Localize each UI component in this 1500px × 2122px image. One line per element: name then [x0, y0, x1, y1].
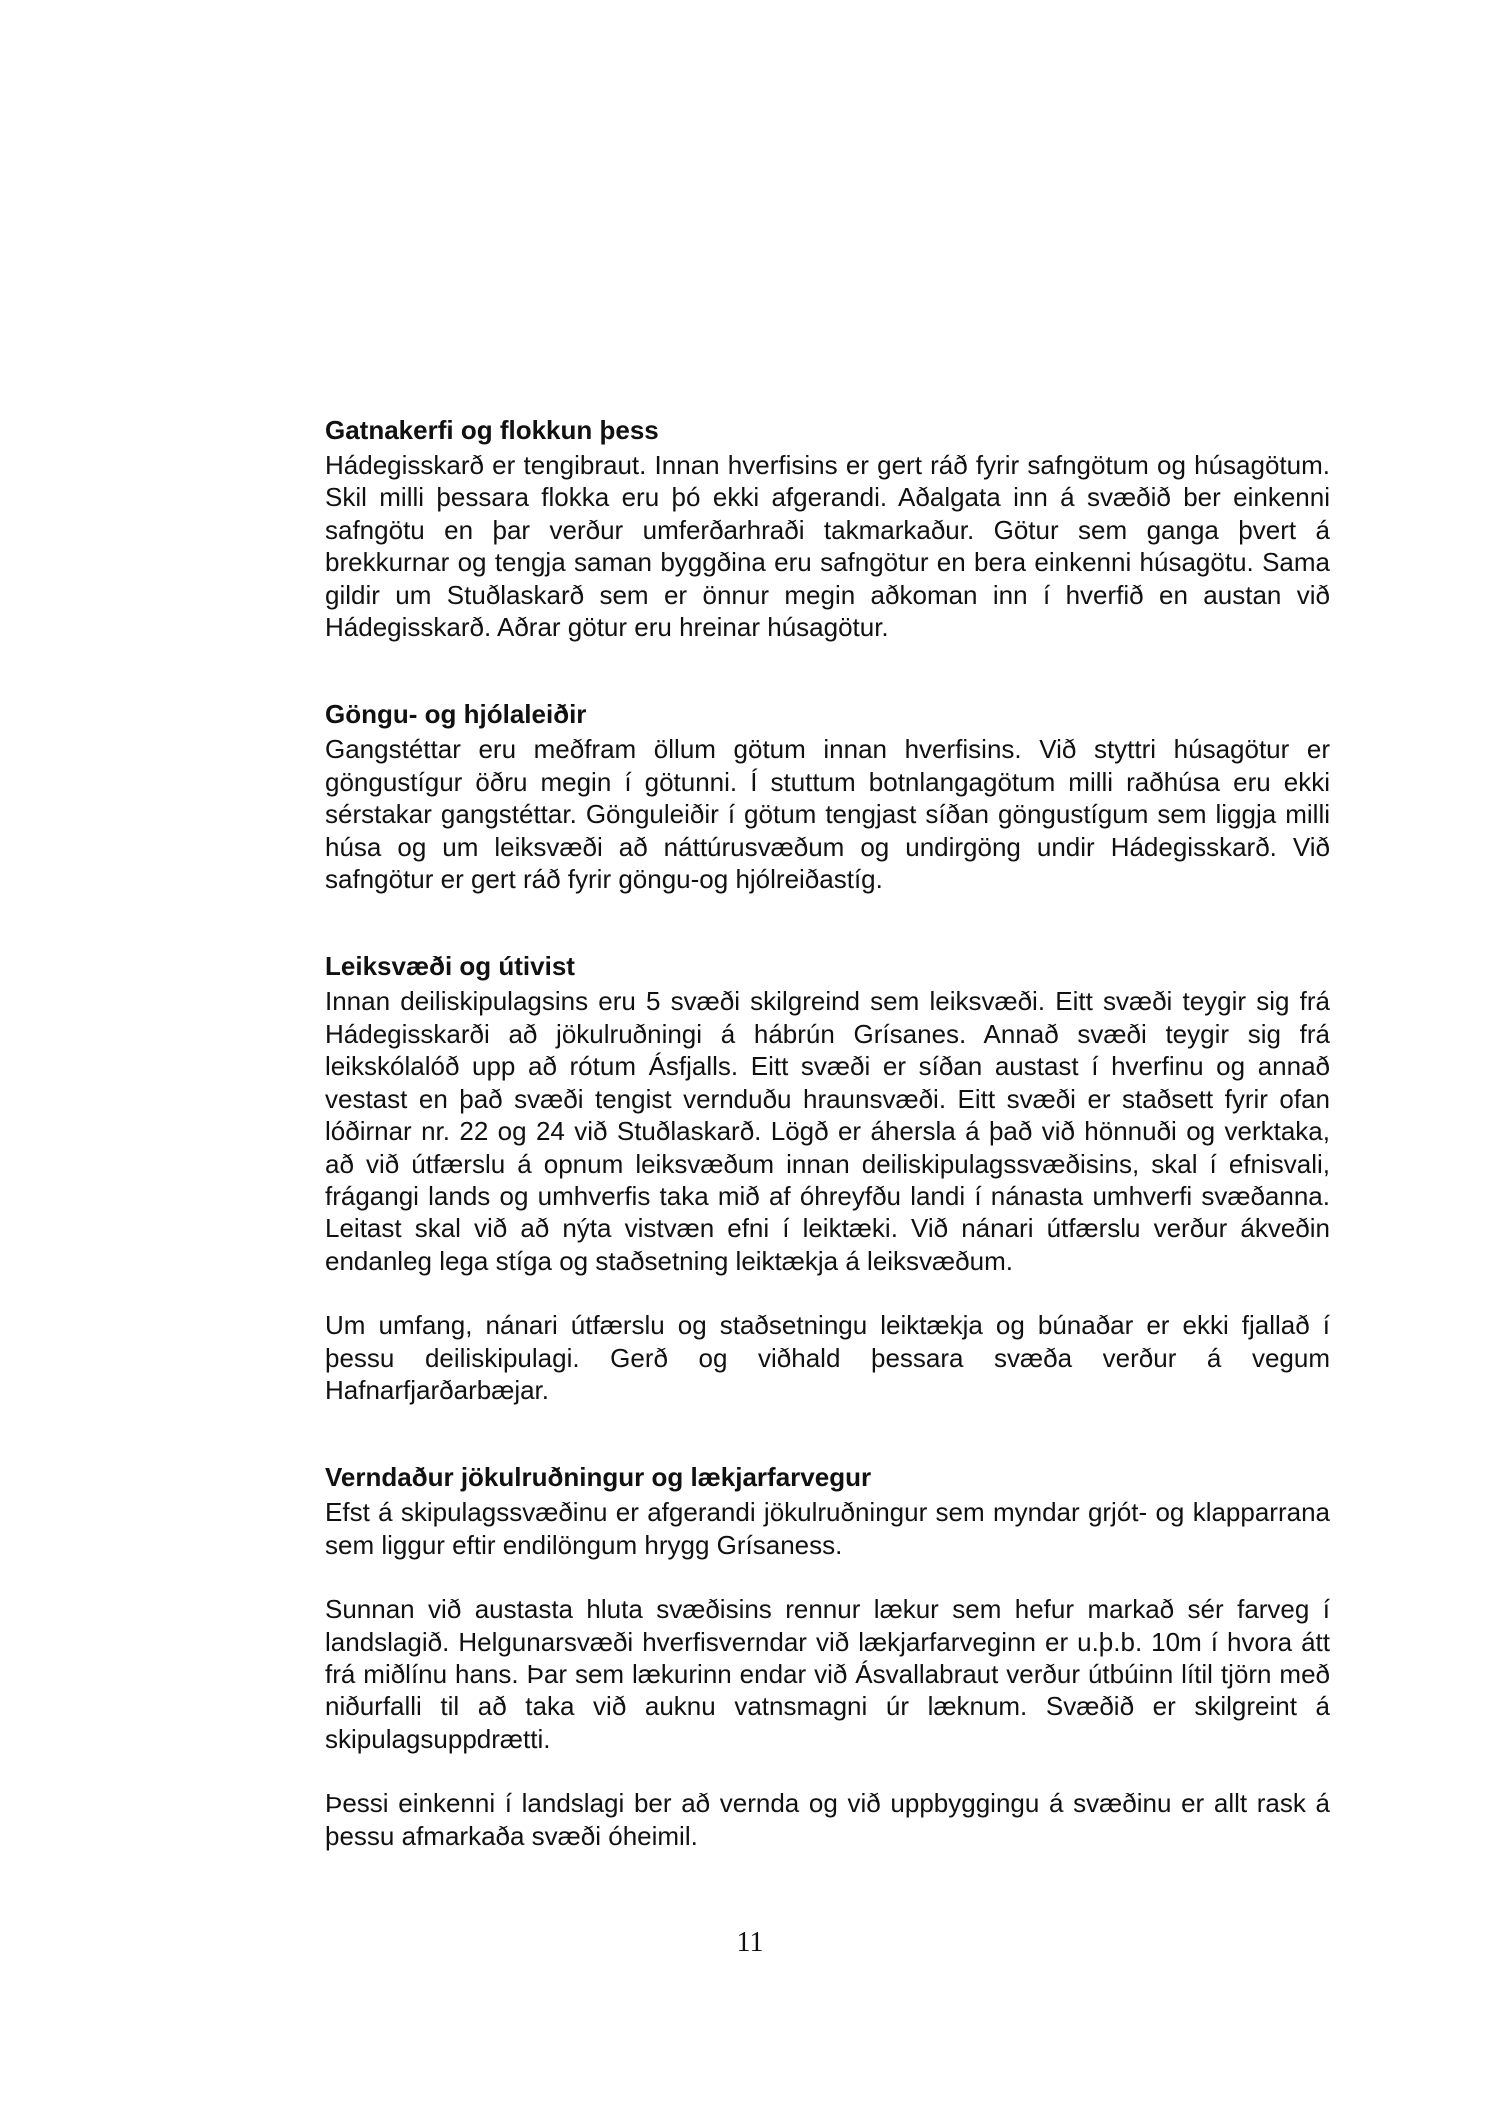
section-leiksvaedi — [325, 949, 1330, 1406]
section-heading: Verndaður jökulruðningur og lækjarfarvegur — [325, 1462, 872, 1493]
paragraph: Hádegisskarð er tengibraut. Innan hverfisins er gert ráð fyrir safngötum og húsagötum. Skil milli þessara flokka eru þó ekki afgerandi. Aðalgata inn á svæðið ber einkenni safngötu en þar verður umferðarhraði takmarkaður. Götur sem ganga þvert á brekkurnar og tengja saman byggðina eru safngötur en bera einkenni húsagötu. Sama gildir um Stuðlaskarð sem er önnur megin aðkoman inn í hverfið en austan við Hádegisskarð. Aðrar götur eru hreinar húsagötur. — [325, 450, 1330, 643]
document-body — [325, 413, 1330, 1906]
section-heading: Göngu- og hjólaleiðir — [325, 699, 587, 730]
paragraph: Gangstéttar eru meðfram öllum götum innan hverfisins. Við styttri húsagötur er göngustígur öðru megin í götunni. Í stuttum botnlangagötum milli raðhúsa eru ekki sérstakar gangstéttar. Gönguleiðir í götum tengjast síðan göngustígum sem liggja milli húsa og um leiksvæði að náttúrusvæðum og undirgöng undir Hádegisskarð. Við safngötur er gert ráð fyrir göngu-og hjólreiðastíg. — [325, 734, 1330, 895]
paragraph: Um umfang, nánari útfærslu og staðsetningu leiktækja og búnaðar er ekki fjallað í þessu deiliskipulagi. Gerð og viðhald þessara svæða verður á vegum Hafnarfjarðarbæjar. — [325, 1310, 1330, 1405]
section-heading: Leiksvæði og útivist — [325, 951, 575, 982]
section-gongu-hjolaleidir — [325, 697, 1330, 895]
paragraph: Þessi einkenni í landslagi ber að vernda og við uppbyggingu á svæðinu er allt rask á þessu afmarkaða svæði óheimil. — [325, 1788, 1330, 1851]
paragraph: Innan deiliskipulagsins eru 5 svæði skilgreind sem leiksvæði. Eitt svæði teygir sig frá Hádegisskarði að jökulruðningi á hábrún Grísanes. Annað svæði teygir sig frá leikskólalóð upp að rótum Ásfjalls. Eitt svæði er síðan austast í hverfinu og annað vestast en það svæði tengist vernduðu hraunsvæði. Eitt svæði er staðsett fyrir ofan lóðirnar nr. 22 og 24 við Stuðlaskarð. Lögð er áhersla á það við hönnuði og verktaka, að við útfærslu á opnum leiksvæðum innan deiliskipulagssvæðisins, skal í efnisvali, frágangi lands og umhverfis taka mið af óhreyfðu landi í nánasta umhverfi svæðanna. Leitast skal við að nýta vistvæn efni í leiktæki. Við nánari útfærslu verður ákveðin endanleg lega stíga og staðsetning leiktækja á leiksvæðum. — [325, 986, 1330, 1276]
section-verndadur-jokulrudningur — [325, 1460, 1330, 1852]
paragraph: Efst á skipulagssvæðinu er afgerandi jökulruðningur sem myndar grjót- og klapparrana sem liggur eftir endilöngum hrygg Grísaness. — [325, 1497, 1330, 1560]
section-gatnakerfi — [325, 413, 1330, 643]
paragraph: Sunnan við austasta hluta svæðisins rennur lækur sem hefur markað sér farveg í landslagið. Helgunarsvæði hverfisverndar við lækjarfarveginn er u.þ.b. 10m í hvora átt frá miðlínu hans. Þar sem lækurinn endar við Ásvallabraut verður útbúinn lítil tjörn með niðurfalli til að taka við auknu vatnsmagni úr læknum. Svæðið er skilgreint á skipulagsuppdrætti. — [325, 1594, 1330, 1754]
section-heading: Gatnakerfi og flokkun þess — [325, 415, 659, 445]
page-number: 11 — [736, 1927, 764, 1958]
